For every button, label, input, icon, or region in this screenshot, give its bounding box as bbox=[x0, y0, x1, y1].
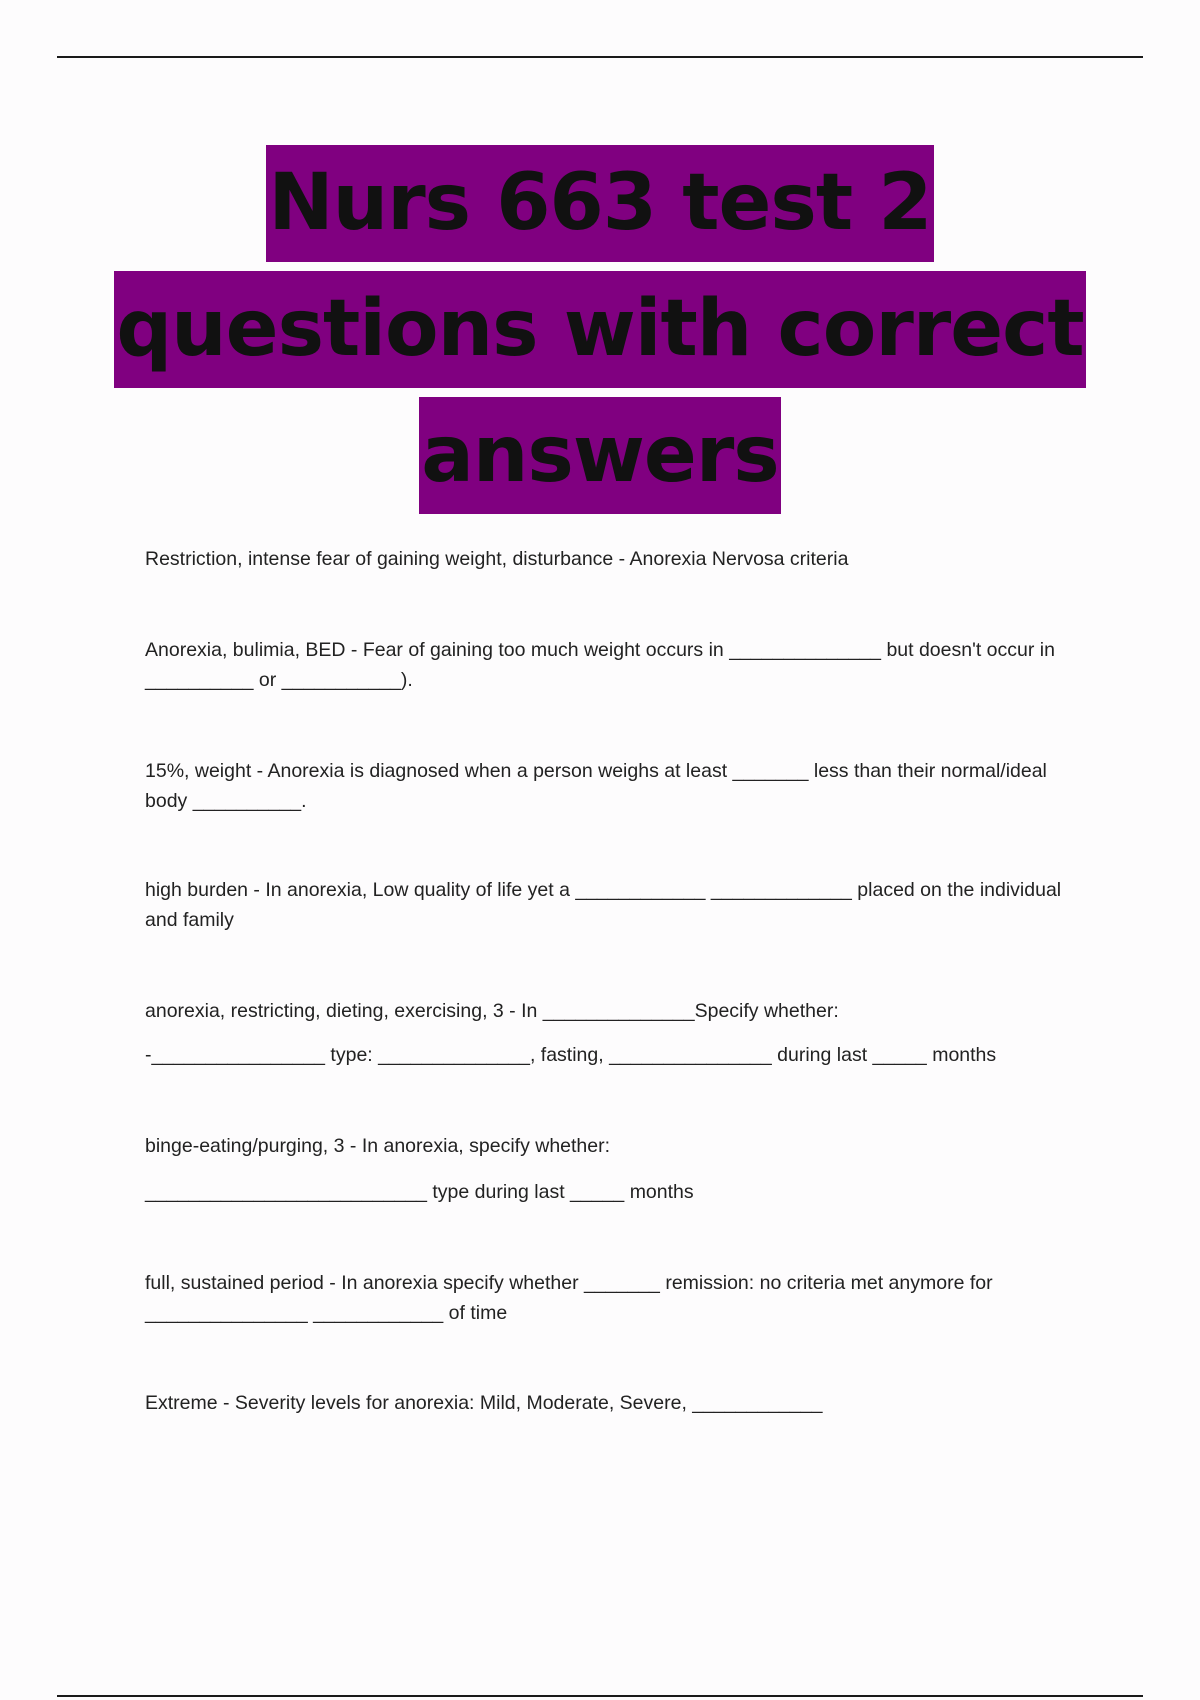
qa-item-5-continued bbox=[145, 1040, 1075, 1070]
qa-line: anorexia, restricting, dieting, exercising, 3 - In ______________Specify whether: bbox=[145, 1000, 839, 1022]
qa-line: _______________ ____________ of time bbox=[145, 1302, 508, 1324]
footer-rule bbox=[57, 1695, 1143, 1697]
qa-line: full, sustained period - In anorexia specify whether _______ remission: no criteria met anymore for bbox=[145, 1272, 993, 1294]
qa-item-1 bbox=[145, 544, 1075, 574]
qa-item-6-continued bbox=[145, 1177, 1075, 1207]
qa-item-6 bbox=[145, 1131, 1075, 1161]
title-line-1: Nurs 663 test 2 bbox=[266, 145, 933, 262]
qa-line: Restriction, intense fear of gaining weight, disturbance - Anorexia Nervosa criteria bbox=[145, 548, 849, 570]
qa-line: __________________________ type during last _____ months bbox=[145, 1181, 694, 1203]
qa-line: __________ or ___________). bbox=[145, 669, 413, 691]
qa-line: 15%, weight - Anorexia is diagnosed when a person weighs at least _______ less than their normal/ideal bbox=[145, 760, 1047, 782]
header-rule bbox=[57, 56, 1143, 58]
qa-item-2 bbox=[145, 635, 1075, 695]
qa-line: Extreme - Severity levels for anorexia: Mild, Moderate, Severe, ____________ bbox=[145, 1392, 823, 1414]
qa-line: -________________ type: ______________, fasting, _______________ during last _____ months bbox=[145, 1044, 997, 1066]
qa-item-5 bbox=[145, 996, 1075, 1026]
title-line-3: answers bbox=[419, 397, 780, 514]
qa-line: and family bbox=[145, 909, 234, 931]
qa-item-7 bbox=[145, 1268, 1075, 1328]
qa-item-8 bbox=[145, 1388, 1075, 1418]
qa-line: binge-eating/purging, 3 - In anorexia, specify whether: bbox=[145, 1135, 611, 1157]
qa-item-3 bbox=[145, 756, 1075, 816]
qa-line: high burden - In anorexia, Low quality of life yet a ____________ _____________ placed on the individual bbox=[145, 879, 1062, 901]
qa-line: body __________. bbox=[145, 790, 307, 812]
document-title bbox=[0, 145, 1200, 523]
qa-item-4 bbox=[145, 875, 1075, 935]
qa-line: Anorexia, bulimia, BED - Fear of gaining too much weight occurs in ______________ but doesn't occur in bbox=[145, 639, 1055, 661]
title-line-2: questions with correct bbox=[114, 271, 1085, 388]
